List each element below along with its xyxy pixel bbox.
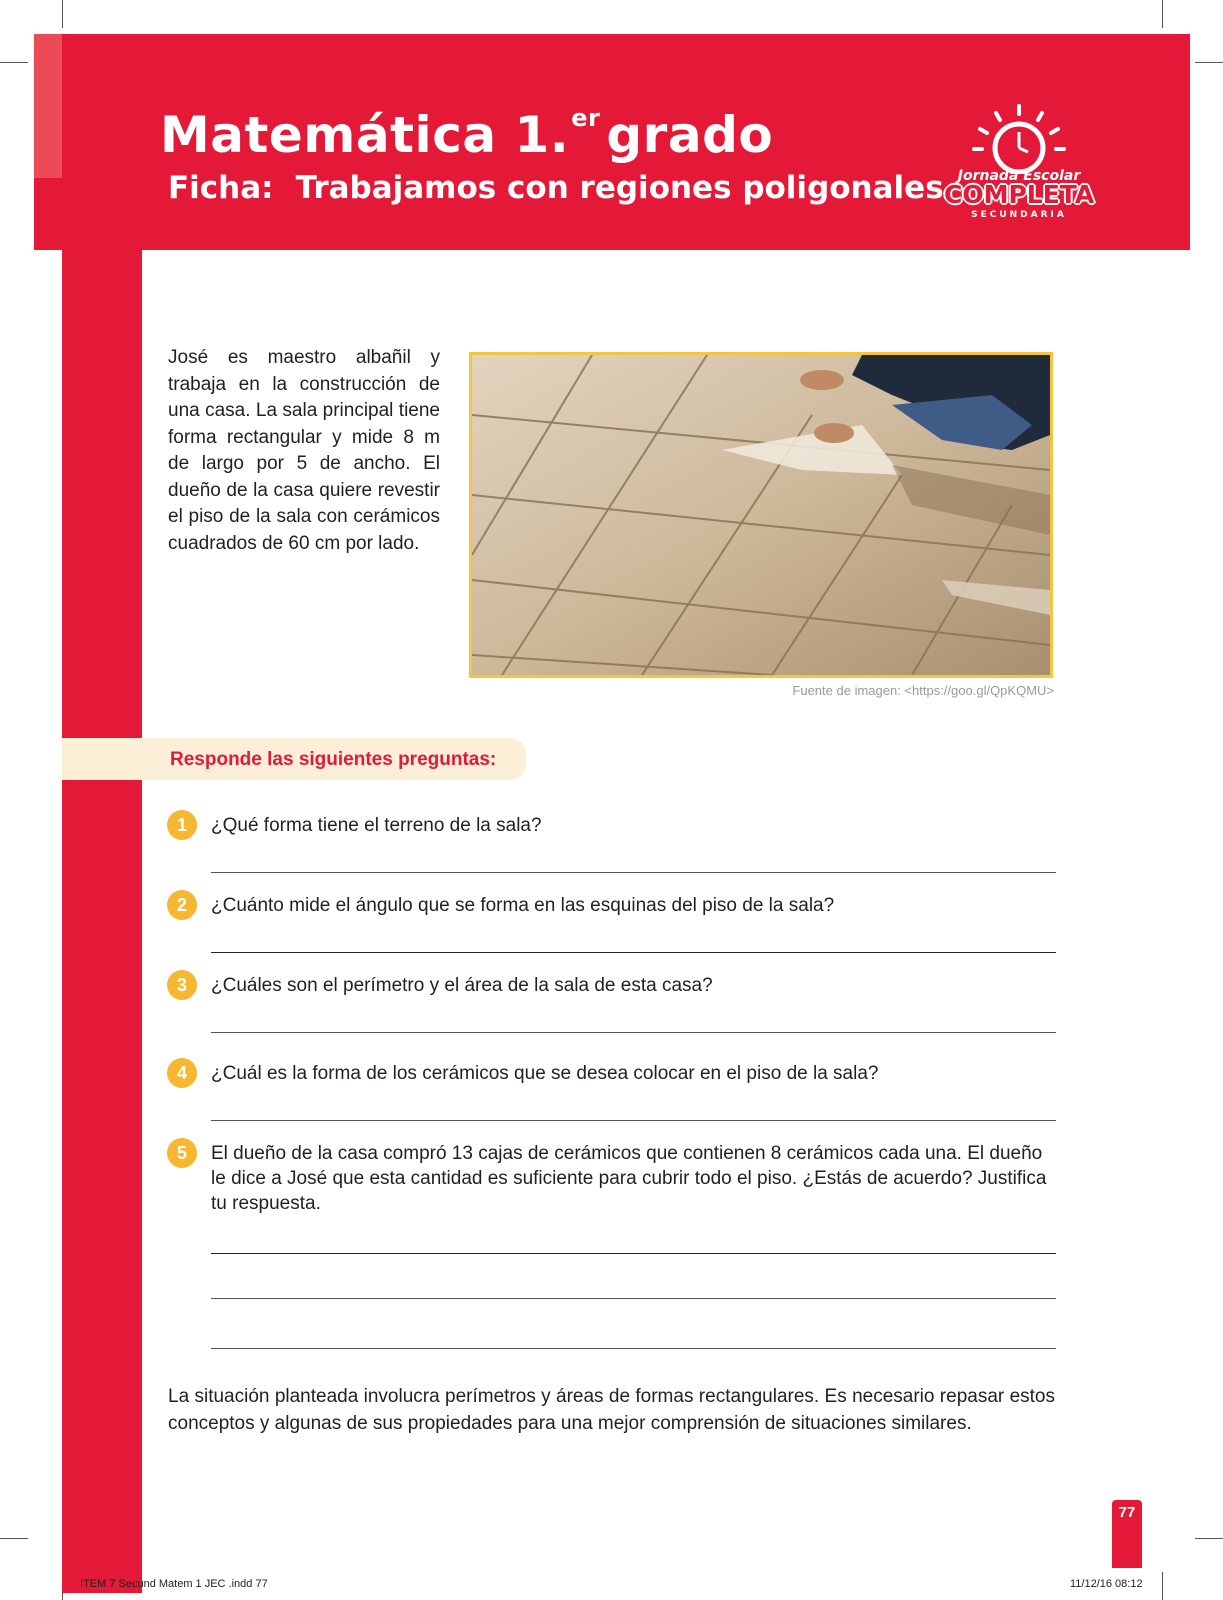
title-main: Matemática 1.	[160, 106, 570, 164]
answer-line[interactable]	[211, 872, 1056, 873]
print-slug-filename: ITEM 7 Secund Matem 1 JEC .indd 77	[80, 1578, 268, 1590]
answer-line[interactable]	[211, 952, 1056, 953]
question-number-badge: 4	[167, 1058, 197, 1088]
crop-mark-top-left-h	[0, 62, 28, 63]
page-title	[160, 104, 773, 164]
page-subtitle	[168, 170, 944, 206]
question-number-badge: 5	[167, 1138, 197, 1168]
answer-line[interactable]	[211, 1298, 1056, 1299]
subtitle-label: Ficha:	[168, 170, 274, 206]
answer-line[interactable]	[211, 1120, 1056, 1121]
title-superscript: er	[571, 104, 601, 132]
logo-line-1: Jornada Escolar	[957, 168, 1081, 184]
answer-line[interactable]	[211, 1348, 1056, 1349]
question-text: ¿Cuánto mide el ángulo que se forma en las esquinas del piso de la sala?	[211, 895, 835, 916]
title-end: grado	[606, 106, 774, 164]
subtitle-text: Trabajamos con regiones poligonales	[295, 170, 944, 206]
crop-mark-top-right-h	[1195, 62, 1223, 63]
crop-mark-bottom-right-h	[1195, 1538, 1223, 1539]
page-number: 77	[1118, 1504, 1136, 1521]
crop-mark-top-left	[62, 0, 63, 28]
question-text: El dueño de la casa compró 13 cajas de cerámicos que contienen 8 cerámicos cada una. El dueño le dice a José que esta cantidad es suficiente para cubrir todo el piso. ¿Estás de acuerdo? Justifica tu respuesta.	[211, 1143, 1047, 1214]
logo-line-3: SECUNDARIA	[971, 210, 1067, 220]
question-text: ¿Cuál es la forma de los cerámicos que se desea colocar en el piso de la sala?	[211, 1063, 879, 1084]
answer-line[interactable]	[211, 1253, 1056, 1254]
question-number-badge: 3	[167, 970, 197, 1000]
intro-paragraph: José es maestro albañil y trabaja en la construcción de una casa. La sala principal tiene forma rectangular y mide 8 m de largo por 5 de ancho. El dueño de la casa quiere revestir el piso de la sala con cerámicos cuadrados de 60 cm por lado.	[168, 347, 440, 554]
image-caption: Fuente de imagen: <https://goo.gl/QpKQMU>	[792, 683, 1054, 698]
print-slug-date: 11/12/16 08:12	[1070, 1578, 1143, 1590]
question-number-badge: 1	[167, 810, 197, 840]
question-text: ¿Qué forma tiene el terreno de la sala?	[211, 815, 542, 836]
left-red-rail	[62, 250, 142, 1593]
crop-mark-bottom-right	[1162, 1572, 1163, 1600]
answer-line[interactable]	[211, 1032, 1056, 1033]
tiling-photo	[469, 352, 1053, 678]
prompt-label: Responde las siguientes preguntas:	[170, 749, 497, 770]
question-number-badge: 2	[167, 890, 197, 920]
crop-mark-top-right	[1162, 0, 1163, 28]
conclusion-paragraph: La situación planteada involucra perímetros y áreas de formas rectangulares. Es necesario repasar estos conceptos y algunas de sus propiedades para una mejor comprensión de situaciones similares.	[168, 1386, 1055, 1434]
question-text: ¿Cuáles son el perímetro y el área de la sala de esta casa?	[211, 975, 713, 996]
jornada-escolar-logo	[944, 104, 1094, 224]
crop-mark-bottom-left-h	[0, 1538, 28, 1539]
header-corner-accent	[34, 34, 62, 178]
sun-clock-icon	[944, 104, 1094, 174]
logo-line-2: COMPLETA	[944, 180, 1095, 209]
